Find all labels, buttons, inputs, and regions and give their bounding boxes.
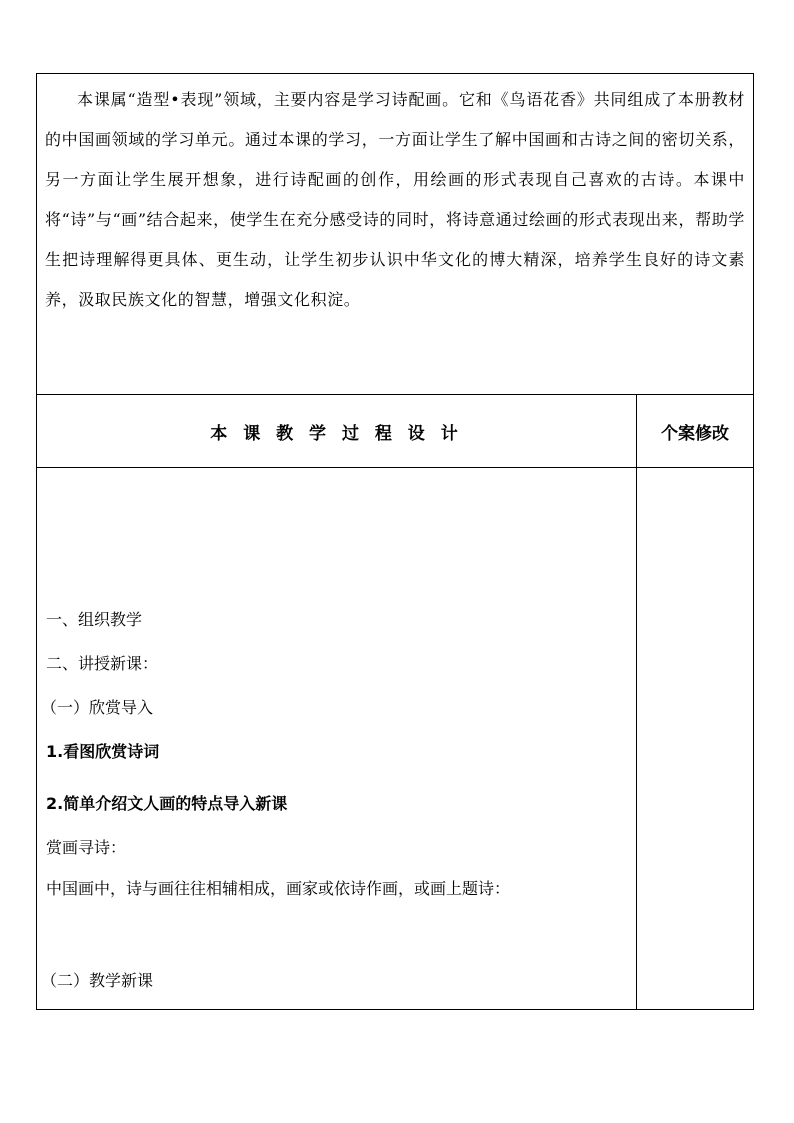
process-item-view-poems: 1.看图欣赏诗词 bbox=[46, 742, 160, 761]
process-item-chinese-painting: 中国画中，诗与画往往相辅相成，画家或依诗作画，或画上题诗： bbox=[46, 879, 511, 898]
revision-title: 个案修改 bbox=[661, 423, 729, 444]
process-item-new-lesson: 二、讲授新课： bbox=[46, 654, 159, 673]
header-row bbox=[37, 395, 754, 468]
process-row bbox=[37, 468, 754, 1010]
intro-paragraph: 本课属“造型•表现”领域，主要内容是学习诗配画。它和《鸟语花香》共同组成了本册教材的中国画领域的学习单元。通过本课的学习，一方面让学生了解中国画和古诗之间的密切关系，另一方面让学生展开想象，进行诗配画的创作，用绘画的形式表现自己喜欢的古诗。本课中将“诗”与“画”结合起来，使学生在充分感受诗的同时，将诗意通过绘画的形式表现出来，帮助学生把诗理解得更具体、更生动，让学生初步认识中华文化的博大精深，培养学生良好的诗文素养，汲取民族文化的智慧，增强文化积淀。 bbox=[45, 90, 746, 309]
process-cell bbox=[37, 468, 637, 1010]
process-item-appreciation: （一）欣赏导入 bbox=[41, 698, 154, 717]
design-title: 本 课 教 学 过 程 设 计 bbox=[210, 423, 463, 444]
lesson-plan-table bbox=[36, 73, 754, 1010]
design-header-cell bbox=[37, 395, 637, 468]
revision-cell bbox=[637, 468, 754, 1010]
revision-header-cell bbox=[637, 395, 754, 468]
intro-cell bbox=[37, 74, 754, 395]
process-item-organize: 一、组织教学 bbox=[46, 610, 143, 629]
process-item-literati-painting: 2.简单介绍文人画的特点导入新课 bbox=[46, 794, 288, 813]
process-item-find-poem: 赏画寻诗： bbox=[46, 838, 127, 857]
intro-row bbox=[37, 74, 754, 395]
process-item-teaching: （二）教学新课 bbox=[41, 971, 154, 990]
